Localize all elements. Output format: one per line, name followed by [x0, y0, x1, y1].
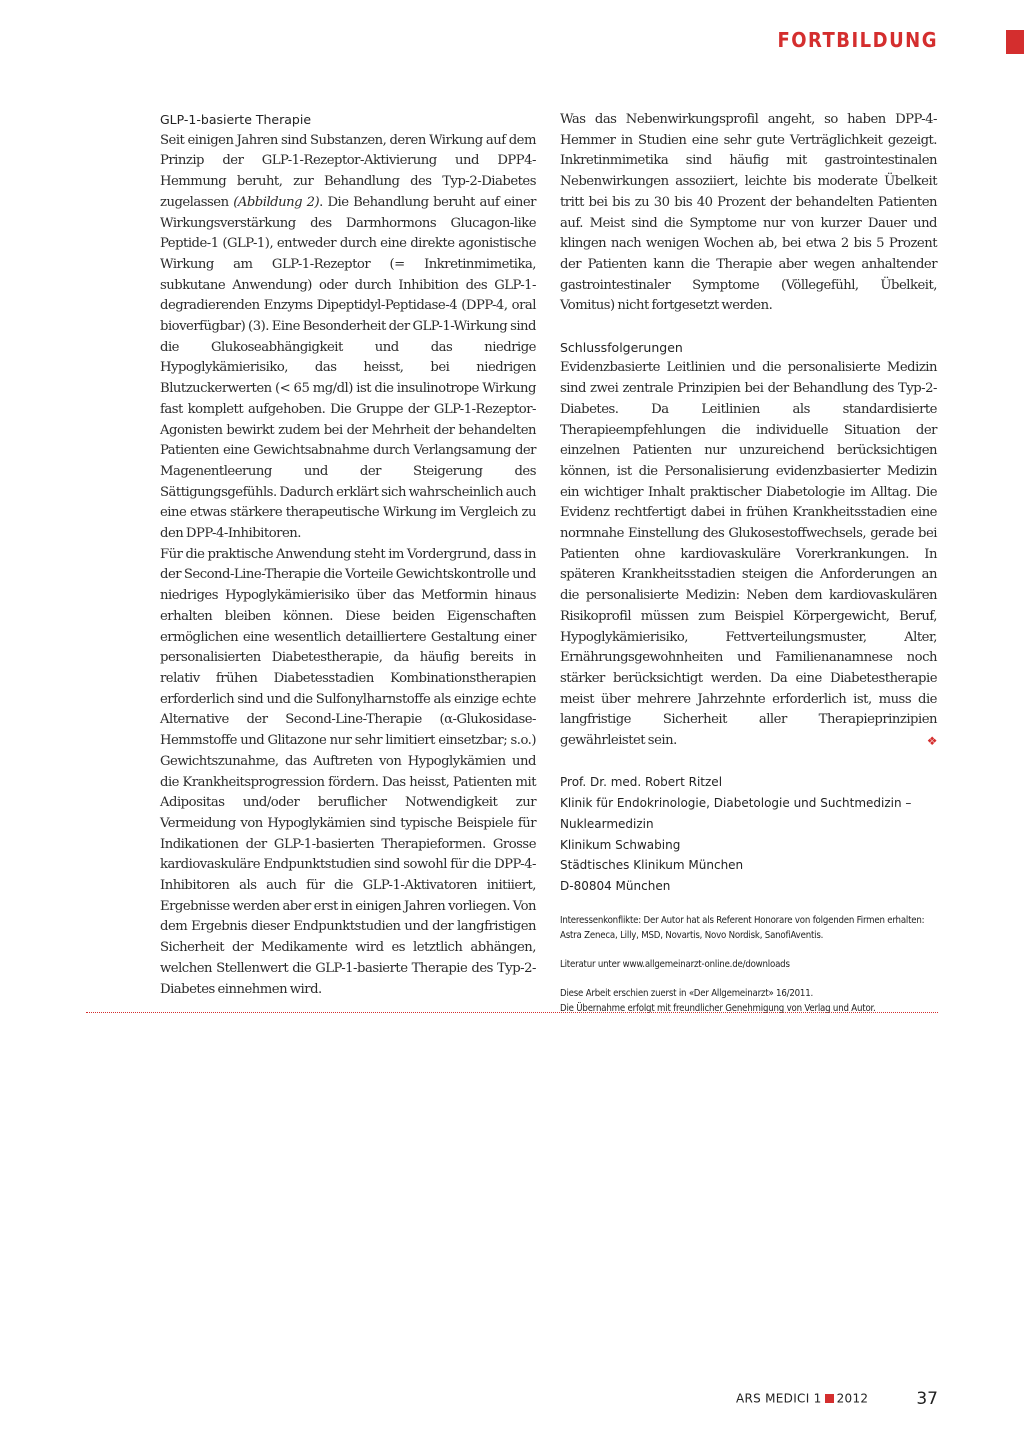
page-footer	[736, 1388, 938, 1409]
conflict-of-interest: Interessenkonflikte: Der Autor hat als Referent Honorare von folgenden Firmen erhalten:	[560, 914, 925, 926]
source-note: Die Übernahme erfolgt mit freundlicher Genehmigung von Verlag und Autor.	[560, 1002, 876, 1014]
author-affiliation: Nuklearmedizin	[560, 816, 654, 831]
author-address: D-80804 München	[560, 878, 671, 893]
literature-link[interactable]: Literatur unter www.allgemeinarzt-online.de/downloads	[560, 958, 790, 970]
dotted-divider	[86, 1012, 938, 1013]
page-number: 37	[916, 1388, 938, 1409]
journal-year: 2012	[836, 1391, 869, 1406]
journal-name: ARS MEDICI 1	[735, 1391, 822, 1406]
paragraph-conclusions	[560, 358, 937, 751]
left-column	[160, 110, 536, 1000]
section-marker	[1006, 30, 1024, 54]
paragraph-text: Seit einigen Jahren sind Substanzen, deren Wirkung auf dem Prinzip der GLP-1-Rezeptor-Aktivierung und DPP4-Hemmung beruht, zur Behandlung des Typ-2-Diabetes zugelassen	[160, 132, 536, 210]
end-of-article-icon: ❖	[926, 734, 937, 749]
source-note: Diese Arbeit erschien zuerst in «Der Allgemeinarzt» 16/2011.	[560, 987, 814, 999]
author-name: Prof. Dr. med. Robert Ritzel	[560, 775, 723, 790]
author-affiliation: Städtisches Klinikum München	[560, 858, 744, 873]
conflict-of-interest: Astra Zeneca, Lilly, MSD, Novartis, Novo Nordisk, SanofiAventis.	[560, 929, 824, 941]
paragraph-text: . Die Behandlung beruht auf einer Wirkungsverstärkung des Darmhormons Glucagon-like Peptide-1 (GLP-1), entweder durch eine direkte agonistische Wirkung am GLP-1-Rezeptor (= Inkretinmimetika, subkutane Anwendung) oder durch Inhibition des GLP-1-degradierenden Enzyms Dipeptidyl-Peptidase-4 (DPP-4, oral bioverfügbar) (3). Eine Besonderheit der GLP-1-Wirkung sind die Glukoseabhängigkeit und das niedrige Hypoglykämierisiko, das heisst, bei niedrigen Blutzuckerwerten (< 65 mg/dl) ist die insulinotrope Wirkung fast komplett aufgehoben. Die Gruppe der GLP-1-Rezeptor-Agonisten bewirkt zudem bei der Mehrheit der behandelten Patienten eine Gewichtsabnahme durch Verlangsamung der Magenentleerung und der Steigerung des Sättigungsgefühls. Dadurch erklärt sich wahrscheinlich auch eine etwas stärkere therapeutische Wirkung im Vergleich zu den DPP-4-Inhibitoren.	[160, 194, 536, 542]
paragraph-practical-use: Für die praktische Anwendung steht im Vordergrund, dass in der Second-Line-Therapie die Vorteile Gewichtskontrolle und niedriges Hypoglykämierisiko über das Metformin hinaus erhalten bleiben können. Diese beiden Eigenschaften ermöglichen eine wesentlich detailliertere Gestaltung einer personalisierten Diabetestherapie, da häufig bereits in relativ frühen Diabetesstadien Kombinationstherapien erforderlich sind und die Sulfonylharnstoffe als einzige echte Alternative der Second-Line-Therapie (α-Glukosidase-Hemmstoffe und Glitazone nur sehr limitiert einsetzbar; s.o.) Gewichtszunahme, das Auftreten von Hypoglykämien und die Krankheitsprogression fördern. Das heisst, Patienten mit Adipositas und/oder beruflicher Notwendigkeit zur Vermeidung von Hypoglykämien sind typische Beispiele für Indikationen der GLP-1-basierten Therapieformen. Grosse kardiovaskuläre Endpunktstudien sind sowohl für die DPP-4-Inhibitoren als auch für die GLP-1-Aktivatoren initiiert, Ergebnisse werden aber erst in einigen Jahren vorliegen. Von dem Ergebnis dieser Endpunktstudien und der langfristigen Sicherheit der Medikamente wird es letztlich abhängen, welchen Stellenwert die GLP-1-basierte Therapie des Typ-2-Diabetes einnehmen wird.	[160, 546, 536, 997]
section-heading: FORTBILDUNG	[777, 28, 938, 52]
subheading-conclusions: Schlussfolgerungen	[560, 339, 683, 355]
subheading-glp1: GLP-1-basierte Therapie	[160, 112, 312, 127]
footer-square-icon	[825, 1394, 834, 1403]
paragraph-glp1-intro	[160, 131, 536, 545]
author-affiliation: Klinik für Endokrinologie, Diabetologie und Suchtmedizin –	[560, 796, 912, 811]
right-column	[560, 110, 937, 1016]
paragraph-side-effects: Was das Nebenwirkungsprofil angeht, so haben DPP-4-Hemmer in Studien eine sehr gute Verträglichkeit gezeigt. Inkretinmimetika sind häufig mit gastrointestinalen Nebenwirkungen assoziiert, leichte bis moderate Übelkeit tritt bei bis zu 30 bis 40 Prozent der behandelten Patienten auf. Meist sind die Symptome nur von kurzer Dauer und klingen nach wenigen Wochen ab, bei etwa 2 bis 5 Prozent der Patienten kann die Therapie aber wegen anhaltender gastrointestinaler Symptome (Völlegefühl, Übelkeit, Vomitus) nicht fortgesetzt werden.	[560, 112, 937, 314]
figure-reference: (Abbildung 2)	[233, 194, 320, 210]
paragraph-text: Evidenzbasierte Leitlinien und die personalisierte Medizin sind zwei zentrale Prinzipien bei der Behandlung des Typ-2-Diabetes. Da Leitlinien als standardisierte Therapieempfehlungen die individuelle Situation der einzelnen Patienten nur unzureichend berücksichtigen können, ist die Personalisierung evidenzbasierter Medizin ein wichtiger Inhalt praktischer Diabetologie im Alltag. Die Evidenz rechtfertigt dabei in frühen Krankheitsstadien eine normnahe Einstellung des Glukosestoffwechsels, gerade bei Patienten ohne kardiovaskuläre Vorerkrankungen. In späteren Krankheitsstadien steigen die Anforderungen an die personalisierte Medizin: Neben dem kardiovaskulären Risikoprofil müssen zum Beispiel Körpergewicht, Beruf, Hypoglykämierisiko, Fettverteilungsmuster, Alter, Ernährungsgewohnheiten und Familienanamnese noch stärker berücksichtigt werden. Da eine Diabetestherapie meist über mehrere Jahrzehnte erforderlich ist, muss die langfristige Sicherheit aller Therapieprinzipien gewährleistet sein.	[560, 360, 937, 749]
author-affiliation: Klinikum Schwabing	[560, 837, 681, 852]
